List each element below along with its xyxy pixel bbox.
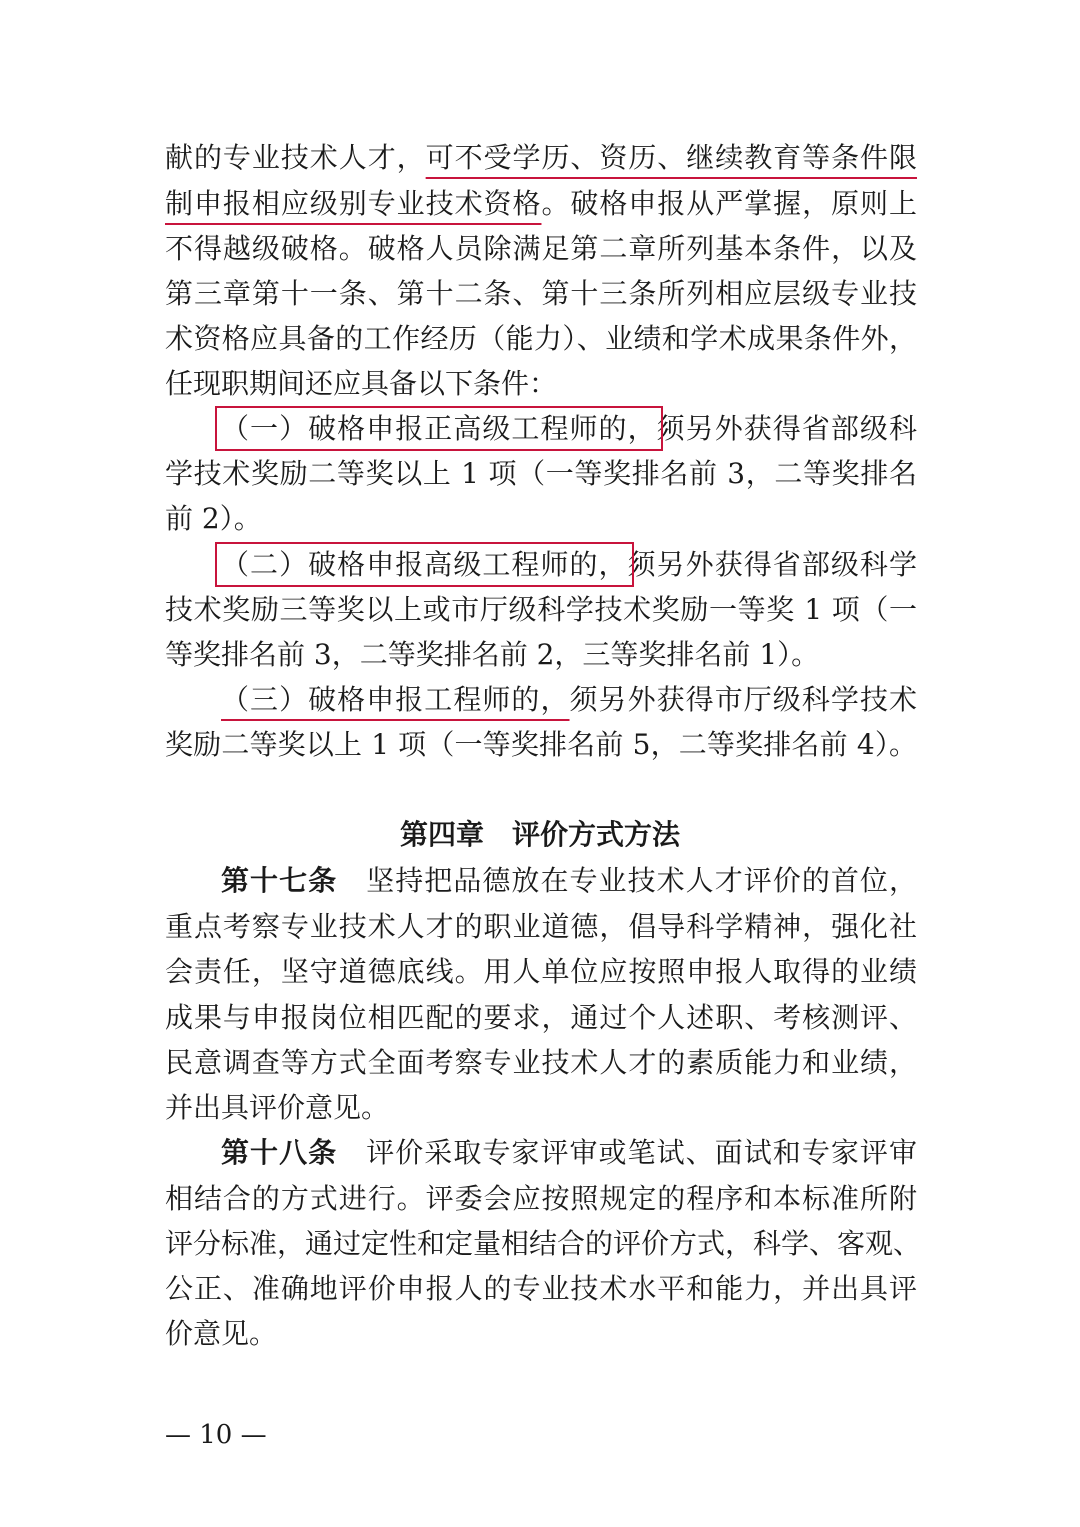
text: 须另外获得省部级科学 [627,548,917,581]
para3-line1 [221,542,917,588]
page-number: — 10 — [165,1420,267,1450]
para1-line6: 任现职期间还应具备以下条件： [165,367,558,400]
article-label: 第十八条 [221,1136,338,1169]
art17-line3: 会责任，坚守道德底线。用人单位应按照申报人取得的业绩 [165,955,917,988]
para1-line5: 术资格应具备的工作经历（能力）、业绩和学术成果条件外， [165,322,917,355]
art18-line1 [221,1130,917,1176]
text: 坚持把品德放在专业技术人才评价的首位， [337,864,917,897]
text: 须另外获得省部级科 [656,412,917,445]
text: 评价采取专家评审或笔试、面试和专家评审 [337,1136,917,1169]
art17-line2: 重点考察专业技术人才的职业道德，倡导科学精神，强化社 [165,910,917,943]
para3-line2: 技术奖励三等奖以上或市厅级科学技术奖励一等奖 1 项（一 [165,593,917,626]
boxed-text: （二）破格申报高级工程师的， [221,548,628,581]
underlined-text: 制申报相应级别专业技术资格 [165,187,542,220]
boxed-text: （一）破格申报正高级工程师的， [221,412,657,445]
text: 须另外获得市厅级科学技术 [569,683,917,716]
art18-line5: 价意见。 [165,1317,278,1350]
art18-line4: 公正、准确地评价申报人的专业技术水平和能力，并出具评 [165,1272,917,1305]
para1-line1 [165,135,917,181]
article-label: 第十七条 [221,864,338,897]
art18-line2: 相结合的方式进行。评委会应按照规定的程序和本标准所附 [165,1182,917,1215]
para4-line1 [221,677,917,723]
para1-line4: 第三章第十一条、第十二条、第十三条所列相应层级专业技 [165,277,917,310]
text: 。破格申报从严掌握，原则上 [541,187,917,220]
para1-line2 [165,181,917,227]
art18-line3: 评分标准，通过定性和定量相结合的评价方式，科学、客观、 [165,1227,922,1260]
underlined-text: 可不受学历、资历、继续教育等条件限 [425,141,917,174]
chapter-heading: 第四章 评价方式方法 [399,818,680,851]
art17-line4: 成果与申报岗位相匹配的要求，通过个人述职、考核测评、 [165,1001,917,1034]
art17-line1 [221,858,917,904]
para3-line3: 等奖排名前 3，二等奖排名前 2，三等奖排名前 1）。 [165,638,820,671]
art17-line6: 并出具评价意见。 [165,1091,390,1124]
para2-line3: 前 2）。 [165,502,262,535]
para4-line2: 奖励二等奖以上 1 项（一等奖排名前 5，二等奖排名前 4）。 [165,728,917,761]
text: 献的专业技术人才， [165,141,426,174]
para1-line3: 不得越级破格。破格人员除满足第二章所列基本条件，以及 [165,232,917,265]
para2-line2: 学技术奖励二等奖以上 1 项（一等奖排名前 3，二等奖排名 [165,457,917,490]
underlined-text: （三）破格申报工程师的， [221,683,570,716]
para2-line1 [221,406,917,452]
art17-line5: 民意调查等方式全面考察专业技术人才的素质能力和业绩， [165,1046,917,1079]
